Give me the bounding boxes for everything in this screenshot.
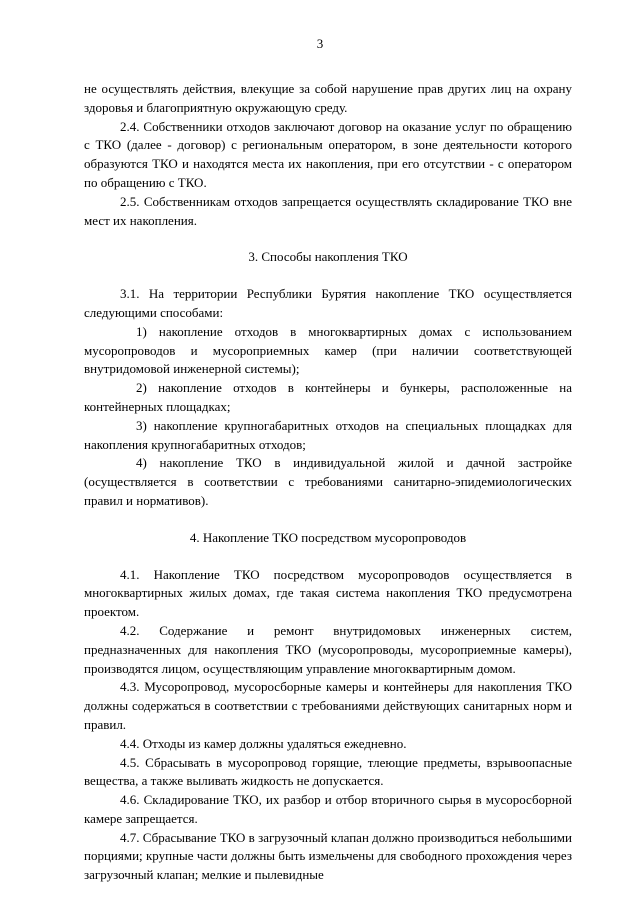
section-4-heading: 4. Накопление ТКО посредством мусоропроводов	[189, 529, 467, 545]
paragraph-4-6: 4.6. Складирование ТКО, их разбор и отбор вторичного сырья в мусоросборной камере запрещается.	[84, 792, 572, 826]
list-item-2: 2) накопление отходов в контейнеры и бункеры, расположенные на контейнерных площадках;	[84, 380, 572, 414]
paragraph-2-4: 2.4. Собственники отходов заключают договор на оказание услуг по обращению с ТКО (далее - договор) с региональным оператором, в зоне деятельности которого образуются ТКО и находятся места их накопления, при его отсутствии - с оператором по обращению с ТКО.	[84, 118, 572, 190]
list-item-4: 4) накопление ТКО в индивидуальной жилой и дачной застройке (осуществляется в соответствии с требованиями санитарно-эпидемиологических правил и нормативов).	[84, 455, 572, 508]
document-body	[84, 80, 572, 885]
paragraph-continuation: не осуществлять действия, влекущие за собой нарушение прав других лиц на охрану здоровья и благоприятную окружающую среду.	[84, 81, 572, 115]
list-item-1: 1) накопление отходов в многоквартирных домах с использованием мусоропроводов и мусороприемных камер (при наличии соответствующей внутридомовой инженерной системы);	[84, 323, 572, 377]
section-3-heading: 3. Способы накопления ТКО	[248, 249, 408, 265]
paragraph-2-5: 2.5. Собственникам отходов запрещается осуществлять складирование ТКО вне мест их накопления.	[84, 193, 572, 228]
paragraph-4-5: 4.5. Сбрасывать в мусоропровод горящие, тлеющие предметы, взрывоопасные вещества, а также выливать жидкость не допускается.	[84, 754, 572, 789]
paragraph-4-1: 4.1. Накопление ТКО посредством мусоропроводов осуществляется в многоквартирных жилых домах, где такая система накопления ТКО предусмотрена проектом.	[84, 566, 572, 620]
paragraph-4-4: 4.4. Отходы из камер должны удаляться ежедневно.	[120, 735, 407, 751]
paragraph-4-7: 4.7. Сбрасывание ТКО в загрузочный клапан должно производиться небольшими порциями; крупные части должны быть измельчены для свободного прохождения через загрузочный клапан; мелкие и пылевидные	[84, 829, 572, 883]
paragraph-4-2: 4.2. Содержание и ремонт внутридомовых инженерных систем, предназначенных для накопления ТКО (мусоропроводы, мусороприемные камеры), производятся лицом, осуществляющим управление многоквартирным домом.	[84, 622, 572, 676]
page-number: 3	[316, 36, 324, 51]
paragraph-3-1: 3.1. На территории Республики Бурятия накопление ТКО осуществляется следующими способами:	[84, 286, 572, 320]
list-item-3: 3) накопление крупногабаритных отходов на специальных площадках для накопления крупногабаритных отходов;	[84, 417, 572, 452]
paragraph-4-3: 4.3. Мусоропровод, мусоросборные камеры и контейнеры для накопления ТКО должны содержаться в соответствии с требованиями действующих санитарных норм и правил.	[84, 679, 572, 732]
